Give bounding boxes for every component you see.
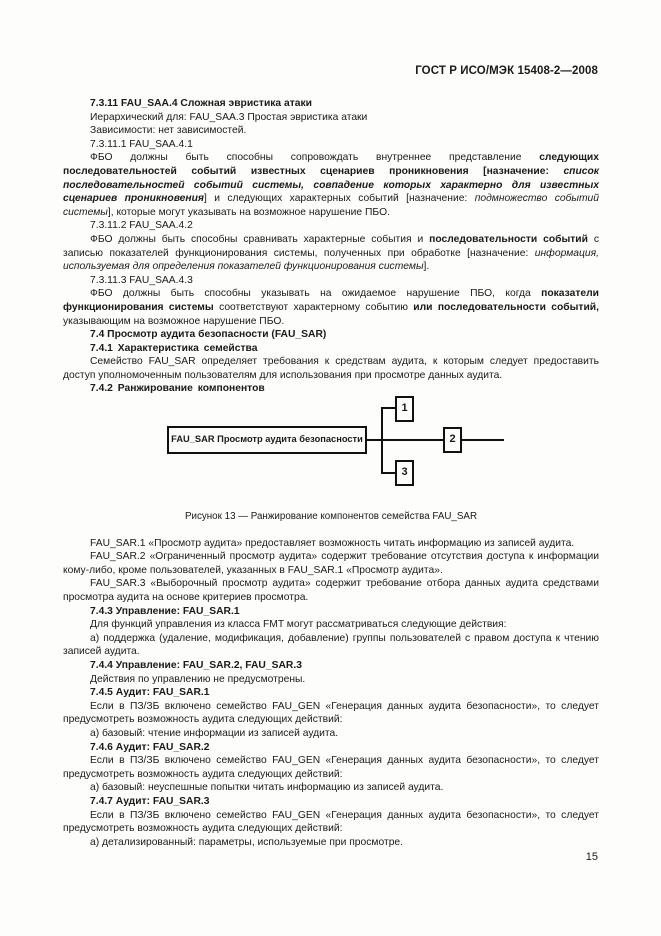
section-heading-7-4-4: 7.4.4 Управление: FAU_SAR.2, FAU_SAR.3 xyxy=(90,660,302,671)
page-number: 15 xyxy=(585,851,598,863)
element-id-3: 7.3.11.3 FAU_SAA.4.3 xyxy=(90,274,193,286)
management-intro: Для функций управления из класса FMT могут рассматриваться следующие действия: xyxy=(90,619,507,631)
section-heading-7-4-2: 7.4.2 Ранжирование компонентов xyxy=(90,383,265,395)
component-box-3: 3 xyxy=(395,460,414,486)
element-text-2: ФБО должны быть способны сравнивать характерные события и последовательности событий с записью показателей функционирования системы, полученных при обработке [назначение: информация, используемая для определения показателей функционирования системы]. xyxy=(63,233,600,273)
audit-intro-sar2: Если в ПЗ/ЗБ включено семейство FAU_GEN «Генерация данных аудита безопасности», то следует предусмотреть возможность аудита следующих действий: xyxy=(63,755,599,780)
figure-caption: Рисунок 13 — Ранжирование компонентов семейства FAU_SAR xyxy=(184,511,478,523)
hierarchy-line: Иерархический для: FAU_SAA.3 Простая эвристика атаки xyxy=(90,111,368,123)
element-text-1: ФБО должны быть способны сопровождать внутреннее представление следующих последовательностей событий известных сценариев проникновения [назначение: список последовательностей событий системы, совпадение которых характерно для известных сценариев проникновения] и следующих характерных событий [назначение: подмножество событий системы], которые могут указывать на возможное нарушение ПБО. xyxy=(63,152,599,218)
connector-vertical xyxy=(381,407,383,474)
section-heading-7-4: 7.4 Просмотр аудита безопасности (FAU_SAR) xyxy=(90,329,327,341)
section-heading-7-4-7: 7.4.7 Аудит: FAU_SAR.3 xyxy=(90,795,210,807)
component-description-3: FAU_SAR.3 «Выборочный просмотр аудита» содержит требование отбора данных аудита средствами просмотра аудита на основе критериев просмотра. xyxy=(63,578,599,604)
component-box-1: 1 xyxy=(395,396,414,422)
audit-intro-sar1: Если в ПЗ/ЗБ включено семейство FAU_GEN «Генерация данных аудита безопасности», то следует предусмотреть возможность аудита следующих действий: xyxy=(63,700,599,726)
section-heading-7-3-11: 7.3.11 FAU_SAA.4 Сложная эвристика атаки xyxy=(90,98,312,109)
element-id-1: 7.3.11.1 FAU_SAA.4.1 xyxy=(90,138,193,150)
element-id-2: 7.3.11.2 FAU_SAA.4.2 xyxy=(90,220,193,232)
component-description-2: FAU_SAR.2 «Ограниченный просмотр аудита» содержит требование отсутствия доступа к информации кому-либо, кроме пользователей, указанных в FAU_SAR.1 «Просмотр аудита». xyxy=(63,551,599,576)
section-heading-7-4-6: 7.4.6 Аудит: FAU_SAR.2 xyxy=(90,741,210,753)
connector-to-box-3 xyxy=(381,472,395,474)
document-header: ГОСТ Р ИСО/МЭК 15408-2—2008 xyxy=(415,65,598,77)
page-content xyxy=(63,97,599,849)
section-heading-7-4-3: 7.4.3 Управление: FAU_SAR.1 xyxy=(90,605,240,617)
section-heading-7-4-1: 7.4.1 Характеристика семейства xyxy=(90,342,258,354)
dependencies-line: Зависимости: нет зависимостей. xyxy=(90,125,247,137)
management-item-a: а) поддержка (удаление, модификация, добавление) группы пользователей с правом доступа к чтению записей аудита. xyxy=(63,632,599,658)
family-box: FAU_SAR Просмотр аудита безопасности xyxy=(167,426,367,454)
section-heading-7-4-5: 7.4.5 Аудит: FAU_SAR.1 xyxy=(90,687,210,699)
component-box-2: 2 xyxy=(443,427,462,453)
element-text-3: ФБО должны быть способны указывать на ожидаемое нарушение ПБО, когда показатели функционирования системы соответствуют характерному событию или последовательности событий, указывающим на возможное нарушение ПБО. xyxy=(63,288,599,327)
connector-to-box-1 xyxy=(381,407,395,409)
audit-intro-sar3: Если в ПЗ/ЗБ включено семейство FAU_GEN «Генерация данных аудита безопасности», то следует предусмотреть возможность аудита следующих действий: xyxy=(63,809,599,835)
audit-item-sar3: а) детализированный: параметры, используемые при просмотре. xyxy=(90,836,404,848)
connector-main xyxy=(367,439,504,441)
audit-item-sar1: а) базовый: чтение информации из записей аудита. xyxy=(90,727,339,739)
component-description-1: FAU_SAR.1 «Просмотр аудита» предоставляет возможность читать информацию из записей аудита. xyxy=(90,537,575,549)
component-levelling-diagram xyxy=(63,396,599,509)
management-none: Действия по управлению не предусмотрены. xyxy=(90,673,306,685)
family-description: Семейство FAU_SAR определяет требования к средствам аудита, к которым следует предоставить доступ уполномоченным пользователям для использования при просмотре данных аудита. xyxy=(63,356,599,381)
audit-item-sar2: а) базовый: неуспешные попытки читать информацию из записей аудита. xyxy=(90,782,444,794)
